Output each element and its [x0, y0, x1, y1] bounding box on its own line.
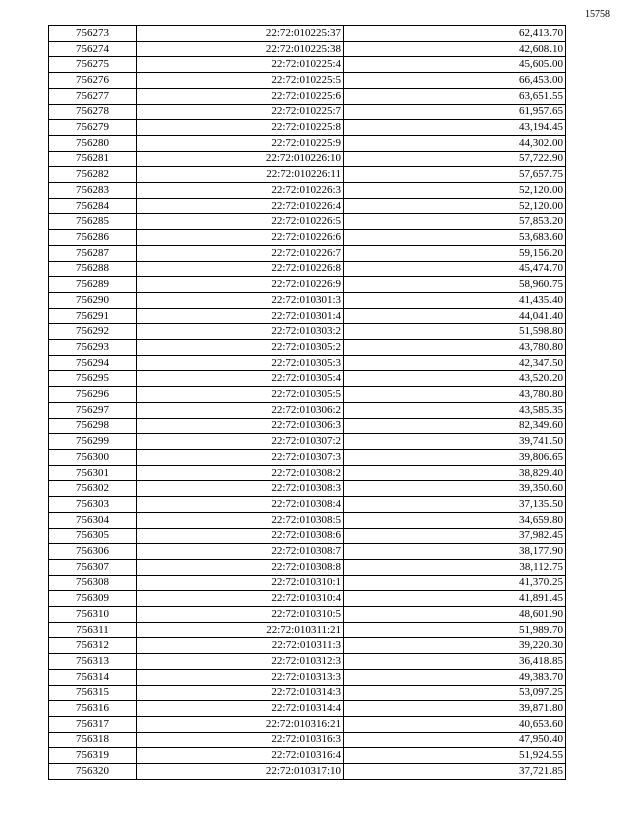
cadastral-value-cell: 39,220.30	[344, 638, 566, 654]
table-row	[49, 120, 566, 136]
cadastral-value-cell: 44,302.00	[344, 135, 566, 151]
cadastral-value-cell: 66,453.00	[344, 73, 566, 89]
cadastral-value-cell: 45,605.00	[344, 57, 566, 73]
cadastral-number-cell: 22:72:010301:3	[137, 292, 344, 308]
cadastral-value-cell: 43,780.80	[344, 387, 566, 403]
row-number-cell: 756298	[49, 418, 137, 434]
cadastral-number-cell: 22:72:010305:4	[137, 371, 344, 387]
cadastral-value-cell: 43,780.80	[344, 340, 566, 356]
cadastral-number-cell: 22:72:010305:3	[137, 355, 344, 371]
table-row	[49, 481, 566, 497]
cadastral-value-cell: 34,659.80	[344, 512, 566, 528]
table-row	[49, 402, 566, 418]
cadastral-number-cell: 22:72:010314:4	[137, 701, 344, 717]
row-number-cell: 756278	[49, 104, 137, 120]
cadastral-number-cell: 22:72:010308:4	[137, 497, 344, 513]
cadastral-value-cell: 38,829.40	[344, 465, 566, 481]
cadastral-number-cell: 22:72:010225:38	[137, 41, 344, 57]
row-number-cell: 756276	[49, 73, 137, 89]
cadastral-value-cell: 41,370.25	[344, 575, 566, 591]
cadastral-number-cell: 22:72:010316:21	[137, 716, 344, 732]
table-row	[49, 104, 566, 120]
cadastral-value-cell: 51,989.70	[344, 622, 566, 638]
row-number-cell: 756318	[49, 732, 137, 748]
table-row	[49, 355, 566, 371]
table-row	[49, 575, 566, 591]
table-row	[49, 26, 566, 42]
row-number-cell: 756305	[49, 528, 137, 544]
cadastral-number-cell: 22:72:010225:6	[137, 88, 344, 104]
cadastral-number-cell: 22:72:010226:8	[137, 261, 344, 277]
cadastral-number-cell: 22:72:010308:6	[137, 528, 344, 544]
table-row	[49, 732, 566, 748]
cadastral-number-cell: 22:72:010307:3	[137, 449, 344, 465]
cadastral-value-cell: 43,194.45	[344, 120, 566, 136]
row-number-cell: 756282	[49, 167, 137, 183]
row-number-cell: 756295	[49, 371, 137, 387]
cadastral-value-cell: 52,120.00	[344, 183, 566, 199]
row-number-cell: 756301	[49, 465, 137, 481]
cadastral-number-cell: 22:72:010310:4	[137, 591, 344, 607]
cadastral-value-cell: 82,349.60	[344, 418, 566, 434]
cadastral-value-cell: 36,418.85	[344, 654, 566, 670]
row-number-cell: 756284	[49, 198, 137, 214]
cadastral-number-cell: 22:72:010305:2	[137, 340, 344, 356]
cadastral-number-cell: 22:72:010225:7	[137, 104, 344, 120]
table-row	[49, 497, 566, 513]
cadastral-value-cell: 57,853.20	[344, 214, 566, 230]
table-row	[49, 261, 566, 277]
table-row	[49, 371, 566, 387]
table-row	[49, 292, 566, 308]
row-number-cell: 756313	[49, 654, 137, 670]
cadastral-value-cell: 49,383.70	[344, 669, 566, 685]
cadastral-value-cell: 52,120.00	[344, 198, 566, 214]
row-number-cell: 756293	[49, 340, 137, 356]
cadastral-number-cell: 22:72:010225:9	[137, 135, 344, 151]
cadastral-value-cell: 57,722.90	[344, 151, 566, 167]
cadastral-value-cell: 38,177.90	[344, 544, 566, 560]
cadastral-value-table	[48, 25, 566, 780]
row-number-cell: 756283	[49, 183, 137, 199]
table-row	[49, 512, 566, 528]
cadastral-value-cell: 45,474.70	[344, 261, 566, 277]
table-row	[49, 41, 566, 57]
cadastral-number-cell: 22:72:010225:5	[137, 73, 344, 89]
cadastral-number-cell: 22:72:010225:4	[137, 57, 344, 73]
cadastral-number-cell: 22:72:010316:3	[137, 732, 344, 748]
cadastral-number-cell: 22:72:010226:4	[137, 198, 344, 214]
table-row	[49, 245, 566, 261]
cadastral-value-cell: 51,598.80	[344, 324, 566, 340]
cadastral-number-cell: 22:72:010311:3	[137, 638, 344, 654]
cadastral-number-cell: 22:72:010226:10	[137, 151, 344, 167]
row-number-cell: 756288	[49, 261, 137, 277]
row-number-cell: 756310	[49, 607, 137, 623]
cadastral-number-cell: 22:72:010310:1	[137, 575, 344, 591]
row-number-cell: 756273	[49, 26, 137, 42]
table-row	[49, 151, 566, 167]
cadastral-value-cell: 37,135.50	[344, 497, 566, 513]
cadastral-value-cell: 43,585.35	[344, 402, 566, 418]
table-row	[49, 214, 566, 230]
row-number-cell: 756274	[49, 41, 137, 57]
cadastral-number-cell: 22:72:010308:5	[137, 512, 344, 528]
cadastral-number-cell: 22:72:010308:8	[137, 559, 344, 575]
table-row	[49, 528, 566, 544]
cadastral-value-cell: 40,653.60	[344, 716, 566, 732]
cadastral-number-cell: 22:72:010311:21	[137, 622, 344, 638]
cadastral-number-cell: 22:72:010301:4	[137, 308, 344, 324]
table-row	[49, 701, 566, 717]
cadastral-value-cell: 41,891.45	[344, 591, 566, 607]
table-row	[49, 183, 566, 199]
table-row	[49, 465, 566, 481]
table-row	[49, 716, 566, 732]
cadastral-value-cell: 37,721.85	[344, 764, 566, 780]
row-number-cell: 756294	[49, 355, 137, 371]
cadastral-value-cell: 41,435.40	[344, 292, 566, 308]
cadastral-number-cell: 22:72:010226:3	[137, 183, 344, 199]
row-number-cell: 756285	[49, 214, 137, 230]
cadastral-value-cell: 39,350.60	[344, 481, 566, 497]
cadastral-value-cell: 53,097.25	[344, 685, 566, 701]
table-row	[49, 230, 566, 246]
cadastral-value-cell: 42,347.50	[344, 355, 566, 371]
cadastral-value-cell: 39,806.65	[344, 449, 566, 465]
cadastral-number-cell: 22:72:010226:6	[137, 230, 344, 246]
row-number-cell: 756300	[49, 449, 137, 465]
row-number-cell: 756281	[49, 151, 137, 167]
table-row	[49, 764, 566, 780]
cadastral-number-cell: 22:72:010226:11	[137, 167, 344, 183]
row-number-cell: 756308	[49, 575, 137, 591]
cadastral-number-cell: 22:72:010306:3	[137, 418, 344, 434]
row-number-cell: 756314	[49, 669, 137, 685]
table-row	[49, 198, 566, 214]
row-number-cell: 756306	[49, 544, 137, 560]
table-body	[49, 26, 566, 780]
cadastral-value-cell: 44,041.40	[344, 308, 566, 324]
cadastral-value-cell: 57,657.75	[344, 167, 566, 183]
cadastral-number-cell: 22:72:010312:3	[137, 654, 344, 670]
cadastral-number-cell: 22:72:010226:5	[137, 214, 344, 230]
row-number-cell: 756316	[49, 701, 137, 717]
cadastral-value-cell: 62,413.70	[344, 26, 566, 42]
table-row	[49, 135, 566, 151]
table-row	[49, 340, 566, 356]
row-number-cell: 756312	[49, 638, 137, 654]
page-number: 15758	[585, 9, 610, 20]
table-row	[49, 434, 566, 450]
cadastral-value-cell: 47,950.40	[344, 732, 566, 748]
row-number-cell: 756297	[49, 402, 137, 418]
row-number-cell: 756303	[49, 497, 137, 513]
cadastral-number-cell: 22:72:010306:2	[137, 402, 344, 418]
cadastral-value-cell: 53,683.60	[344, 230, 566, 246]
cadastral-number-cell: 22:72:010316:4	[137, 748, 344, 764]
table-row	[49, 277, 566, 293]
row-number-cell: 756286	[49, 230, 137, 246]
table-row	[49, 748, 566, 764]
table-row	[49, 669, 566, 685]
cadastral-value-cell: 51,924.55	[344, 748, 566, 764]
cadastral-number-cell: 22:72:010308:7	[137, 544, 344, 560]
row-number-cell: 756302	[49, 481, 137, 497]
cadastral-number-cell: 22:72:010308:2	[137, 465, 344, 481]
cadastral-number-cell: 22:72:010317:10	[137, 764, 344, 780]
row-number-cell: 756304	[49, 512, 137, 528]
cadastral-value-table-container	[48, 25, 565, 780]
cadastral-value-cell: 59,156.20	[344, 245, 566, 261]
table-row	[49, 308, 566, 324]
cadastral-number-cell: 22:72:010225:8	[137, 120, 344, 136]
cadastral-value-cell: 48,601.90	[344, 607, 566, 623]
table-row	[49, 88, 566, 104]
row-number-cell: 756311	[49, 622, 137, 638]
row-number-cell: 756309	[49, 591, 137, 607]
cadastral-value-cell: 39,871.80	[344, 701, 566, 717]
table-row	[49, 418, 566, 434]
row-number-cell: 756287	[49, 245, 137, 261]
row-number-cell: 756291	[49, 308, 137, 324]
cadastral-number-cell: 22:72:010225:37	[137, 26, 344, 42]
table-row	[49, 622, 566, 638]
row-number-cell: 756319	[49, 748, 137, 764]
cadastral-number-cell: 22:72:010308:3	[137, 481, 344, 497]
cadastral-number-cell: 22:72:010314:3	[137, 685, 344, 701]
cadastral-value-cell: 39,741.50	[344, 434, 566, 450]
cadastral-number-cell: 22:72:010305:5	[137, 387, 344, 403]
table-row	[49, 685, 566, 701]
cadastral-number-cell: 22:72:010226:7	[137, 245, 344, 261]
cadastral-number-cell: 22:72:010310:5	[137, 607, 344, 623]
table-row	[49, 591, 566, 607]
row-number-cell: 756290	[49, 292, 137, 308]
table-row	[49, 449, 566, 465]
table-row	[49, 544, 566, 560]
row-number-cell: 756275	[49, 57, 137, 73]
row-number-cell: 756315	[49, 685, 137, 701]
table-row	[49, 167, 566, 183]
row-number-cell: 756299	[49, 434, 137, 450]
row-number-cell: 756317	[49, 716, 137, 732]
table-row	[49, 57, 566, 73]
row-number-cell: 756296	[49, 387, 137, 403]
cadastral-value-cell: 42,608.10	[344, 41, 566, 57]
table-row	[49, 324, 566, 340]
row-number-cell: 756280	[49, 135, 137, 151]
table-row	[49, 607, 566, 623]
table-row	[49, 654, 566, 670]
cadastral-value-cell: 38,112.75	[344, 559, 566, 575]
cadastral-value-cell: 58,960.75	[344, 277, 566, 293]
row-number-cell: 756320	[49, 764, 137, 780]
cadastral-number-cell: 22:72:010303:2	[137, 324, 344, 340]
cadastral-number-cell: 22:72:010313:3	[137, 669, 344, 685]
cadastral-value-cell: 43,520.20	[344, 371, 566, 387]
cadastral-number-cell: 22:72:010226:9	[137, 277, 344, 293]
row-number-cell: 756292	[49, 324, 137, 340]
row-number-cell: 756289	[49, 277, 137, 293]
row-number-cell: 756277	[49, 88, 137, 104]
row-number-cell: 756279	[49, 120, 137, 136]
cadastral-value-cell: 37,982.45	[344, 528, 566, 544]
table-row	[49, 73, 566, 89]
row-number-cell: 756307	[49, 559, 137, 575]
table-row	[49, 638, 566, 654]
table-row	[49, 559, 566, 575]
cadastral-value-cell: 61,957.65	[344, 104, 566, 120]
cadastral-value-cell: 63,651.55	[344, 88, 566, 104]
table-row	[49, 387, 566, 403]
cadastral-number-cell: 22:72:010307:2	[137, 434, 344, 450]
